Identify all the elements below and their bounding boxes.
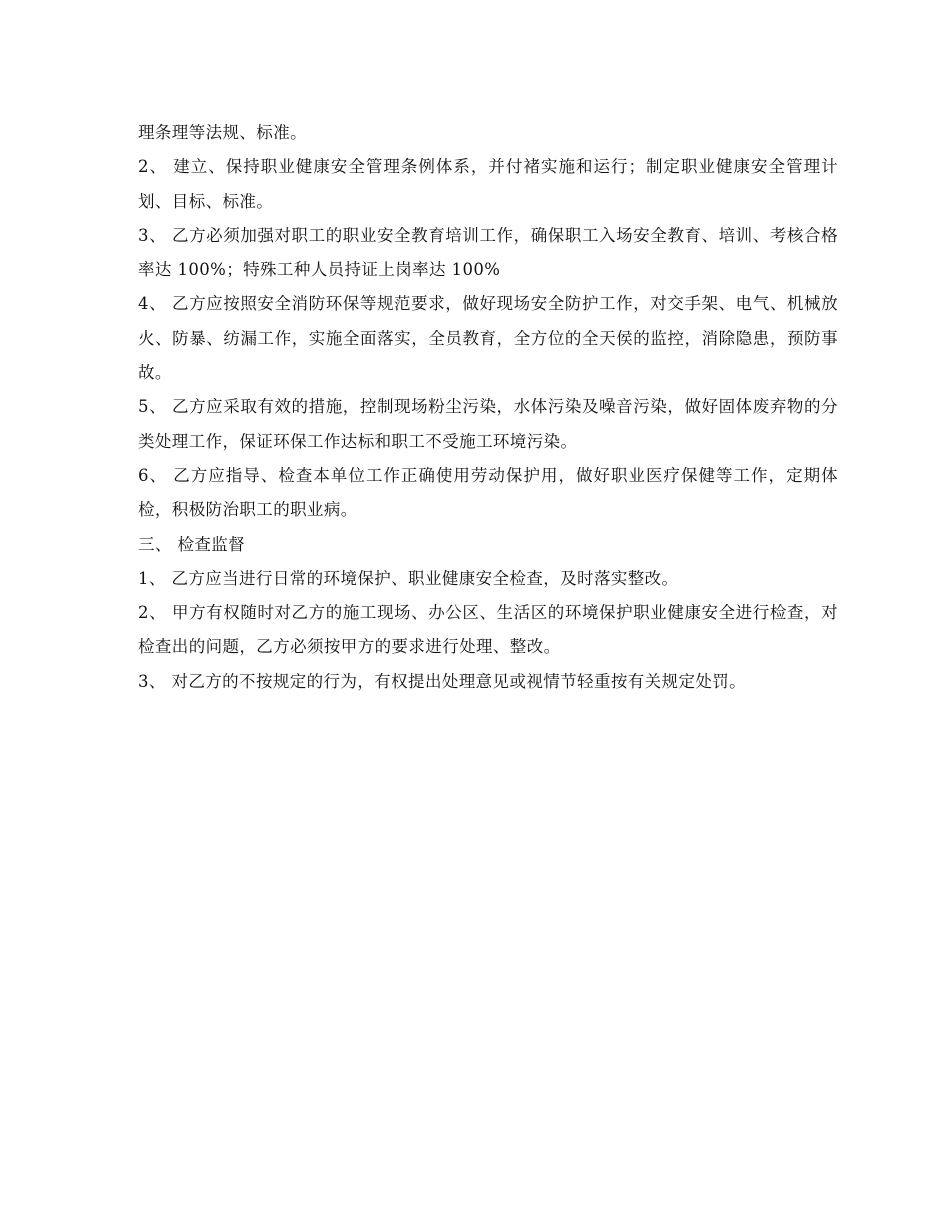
paragraph-item-6-labor-protection: 6、 乙方应指导、检查本单位工作正确使用劳动保护用，做好职业医疗保健等工作，定期体检，积极防治职工的职业病。 (138, 465, 838, 520)
section-heading-inspection-supervision: 三、 检查监督 (138, 534, 246, 554)
document-body (138, 116, 838, 699)
paragraph-inspection-item-2: 2、 甲方有权随时对乙方的施工现场、办公区、生活区的环境保护职业健康安全进行检查，对检查出的问题，乙方必须按甲方的要求进行处理、整改。 (138, 603, 838, 657)
paragraph-item-4-site-protection: 4、 乙方应按照安全消防环保等规范要求，做好现场安全防护工作，对交手架、电气、机械放火、防暴、纺漏工作，实施全面落实，全员教育，全方位的全天侯的监控，消除隐患，预防事故。 (138, 294, 838, 383)
paragraph-inspection-item-3: 3、 对乙方的不按规定的行为，有权提出处理意见或视情节轻重按有关规定处罚。 (138, 671, 747, 691)
paragraph-item-5-pollution-control: 5、 乙方应采取有效的措施，控制现场粉尘污染，水体污染及噪音污染，做好固体废弃物的分类处理工作，保证环保工作达标和职工不受施工环境污染。 (138, 397, 838, 451)
paragraph-item-3-safety-training: 3、 乙方必须加强对职工的职业安全教育培训工作，确保职工入场安全教育、培训、考核合格率达 100%；特殊工种人员持证上岗率达 100% (138, 225, 838, 280)
paragraph-inspection-item-1: 1、 乙方应当进行日常的环境保护、职业健康安全检查，及时落实整改。 (138, 568, 679, 588)
paragraph-item-2-management-system: 2、 建立、保持职业健康安全管理条例体系，并付褚实施和运行；制定职业健康安全管理计划、目标、标准。 (138, 157, 838, 211)
paragraph-standards-continuation: 理条理等法规、标准。 (138, 123, 307, 142)
